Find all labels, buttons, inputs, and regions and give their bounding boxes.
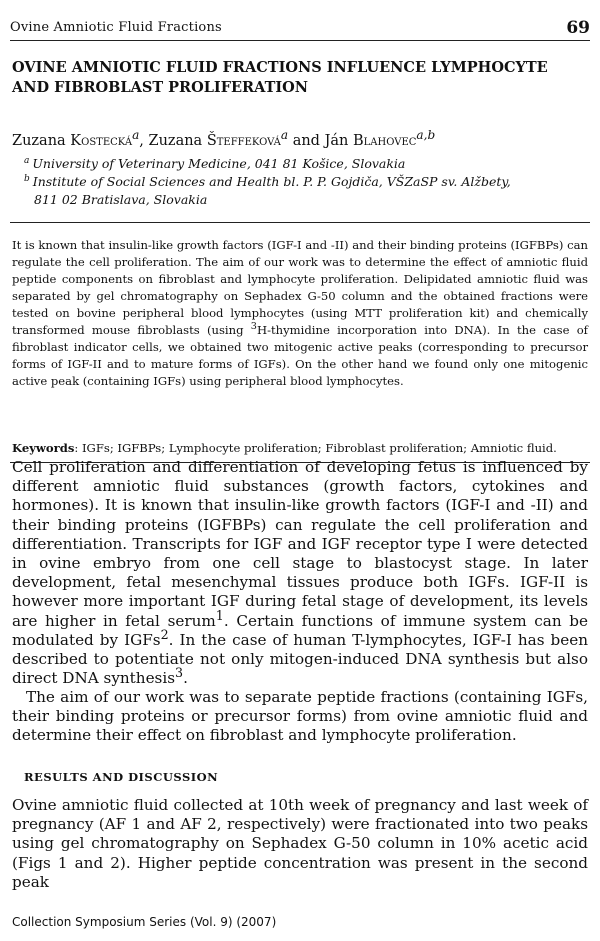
affiliation-b-continued: 811 02 Bratislava, Slovakia (34, 192, 208, 207)
results-paragraph-1: Ovine amniotic fluid collected at 10th week of pregnancy and last week of pregnancy (AF 1 and AF 2, respectively) were fractionated into two peaks using gel chromatography on Sephadex G-50 column in 10% acetic acid (Figs 1 and 2). Higher peptide concentration was present in the second peak (12, 796, 588, 891)
affiliation-a (24, 155, 588, 173)
author-2-first: Zuzana (148, 133, 203, 149)
article-title: OVINE AMNIOTIC FLUID FRACTIONS INFLUENCE LYMPHOCYTE AND FIBROBLAST PROLIFERATION (12, 59, 548, 96)
section-heading: RESULTS AND DISCUSSION (24, 770, 219, 784)
author-2-aff: a (280, 128, 289, 143)
author-1-first: Zuzana (12, 133, 66, 149)
reference-3: 3 (175, 665, 184, 681)
affiliation-b-text: Institute of Social Sciences and Health bl. P. P. Gojdiča, VŠZaSP sv. Alžbety, (32, 174, 511, 189)
abstract (12, 237, 588, 390)
author-and: and (288, 133, 325, 149)
affiliation-a-mark: a (24, 155, 30, 166)
author-3-aff: a,b (416, 128, 436, 143)
author-separator: , (139, 133, 149, 149)
page-footer: Collection Symposium Series (Vol. 9) (2007) (12, 915, 277, 929)
author-1-aff: a (132, 128, 140, 143)
reference-1: 1 (215, 607, 224, 623)
affiliation-b-mark: b (24, 173, 30, 184)
affiliation-b (24, 173, 588, 209)
author-3-last: Blahovec (352, 133, 417, 149)
abstract-superscript: 3 (250, 321, 257, 333)
running-title: Ovine Amniotic Fluid Fractions (10, 20, 222, 35)
reference-2: 2 (160, 626, 169, 642)
intro-p1-part-4: . (183, 669, 188, 688)
abstract-part-2: H-thymidine incorporation into DNA). In the case of fibroblast indicator cells, we obtained two mitogenic active peaks (corresponding to precursor forms of IGF-II and to mature forms of IGFs). On the other hand we found only one mitogenic active peak (containing IGFs) using peripheral blood lymphocytes. (12, 323, 588, 388)
intro-p1-part-3: . In the case of human T-lymphocytes, IGF-I has been described to potentiate not only mitogen-induced DNA synthesis but also direct DNA synthesis (12, 630, 588, 688)
keywords-label: Keywords (12, 441, 75, 455)
abstract-top-rule (10, 222, 590, 223)
intro-p1-part-2: . Certain functions of immune system can be modulated by IGFs (12, 611, 588, 649)
intro-paragraph-2: The aim of our work was to separate peptide fractions (containing IGFs, their binding proteins or precursor forms) from ovine amniotic fluid and determine their effect on fibroblast and lymphocyte proliferation. (12, 688, 588, 745)
author-2-last: Šteffeková (206, 133, 281, 149)
abstract-part-1: It is known that insulin-like growth factors (IGF-I and -II) and their binding proteins (IGFBPs) can regulate the cell proliferation. The aim of our work was to determine the effect of amniotic fluid peptide components on fibroblast and lymphocyte proliferation. Delipidated amniotic fluid was separated by gel chromatography on Sephadex G-50 column and the obtained fractions were tested on bovine peripheral blood lymphocytes (using MTT proliferation kit) and chemically transformed mouse fibroblasts (using (12, 238, 588, 337)
keywords (12, 440, 588, 457)
author-list (12, 128, 588, 151)
keywords-text: : IGFs; IGFBPs; Lymphocyte proliferation; Fibroblast proliferation; Amniotic fluid. (74, 441, 557, 455)
author-1-last: Kostecká (70, 133, 133, 149)
author-3-first: Ján (324, 133, 349, 149)
page-number: 69 (566, 18, 590, 38)
affiliation-a-text: University of Veterinary Medicine, 041 81 Košice, Slovakia (32, 156, 406, 171)
intro-p1-part-1: Cell proliferation and differentiation of developing fetus is influenced by different amniotic fluid substances (growth factors, cytokines and hormones). It is known that insulin-like growth factors (IGF-I and -II) and their binding proteins (IGFBPs) can regulate the cell proliferation and differentiation. Transcripts for IGF and IGF receptor type I were detected in ovine embryo from one cell stage to blastocyst stage. In later development, fetal mesenchymal tissues produce both IGFs. IGF-II is however more important IGF during fetal stage of development, its levels are higher in fetal serum (12, 458, 588, 630)
running-head (10, 10, 590, 41)
intro-paragraph-1 (12, 458, 588, 688)
